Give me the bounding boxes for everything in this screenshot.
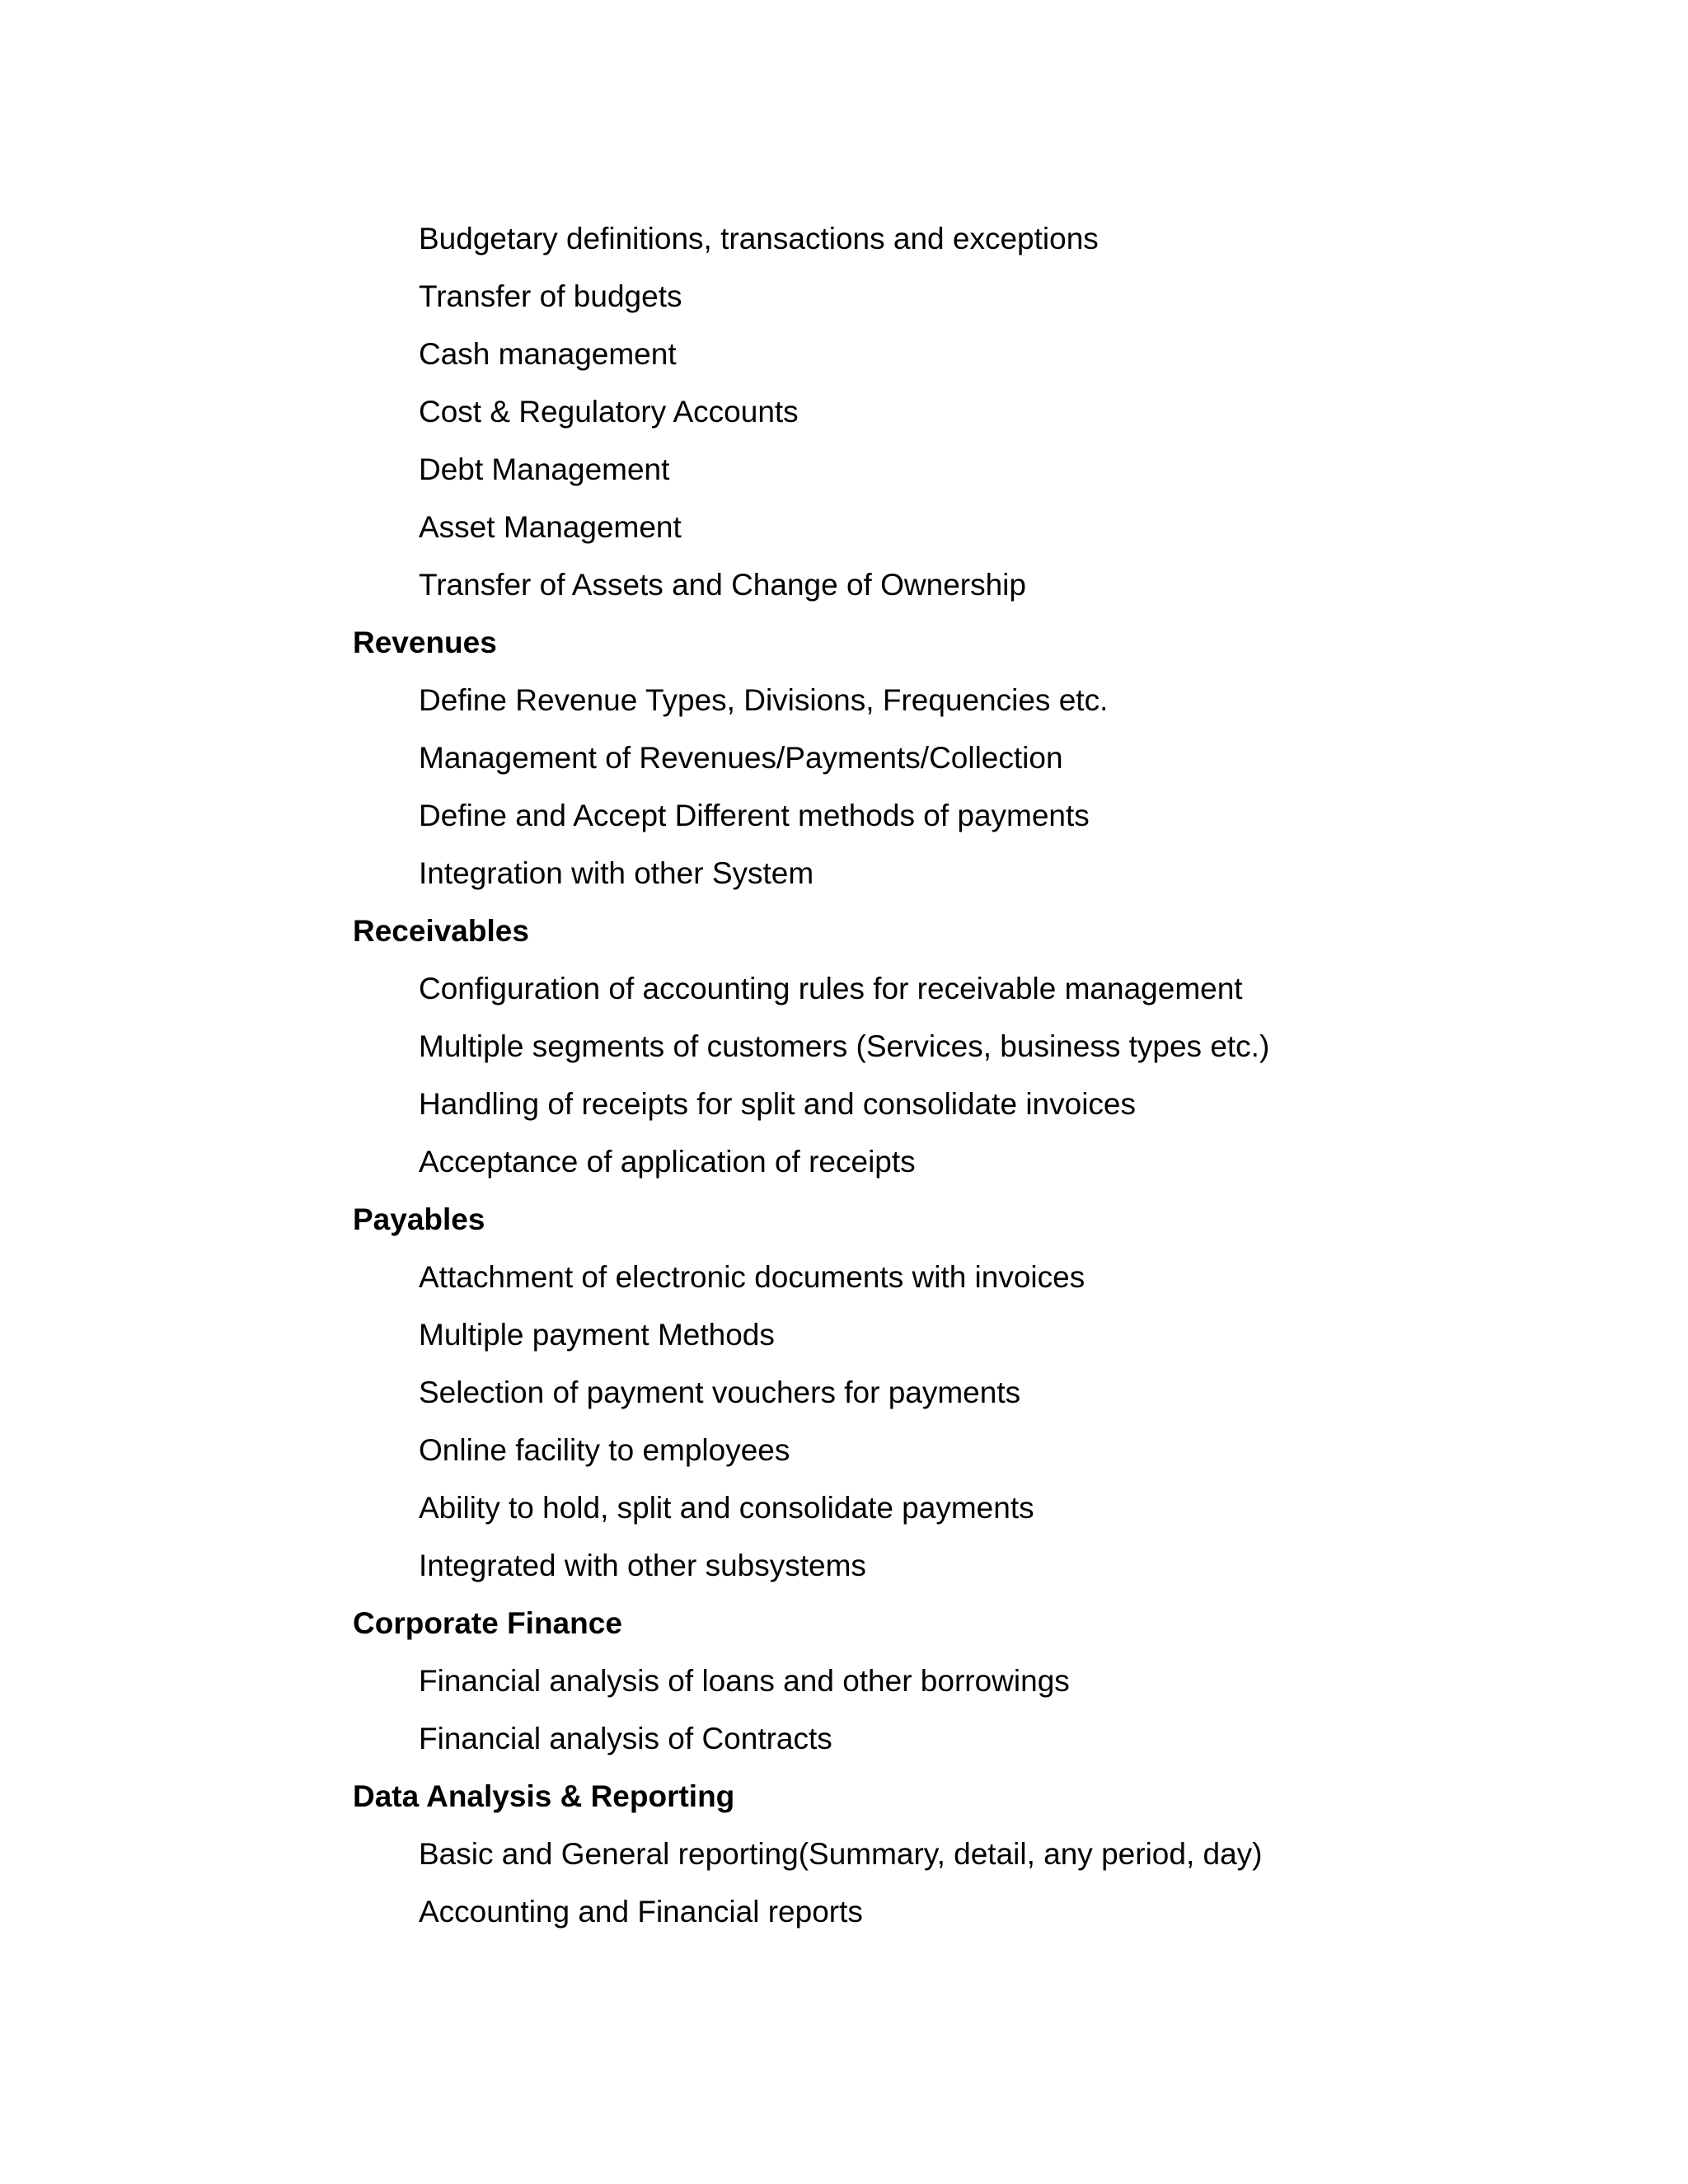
list-item: Transfer of Assets and Change of Ownership — [419, 568, 1026, 602]
list-item: Ability to hold, split and consolidate payments — [419, 1491, 1034, 1525]
list-item: Basic and General reporting(Summary, detail, any period, day) — [419, 1837, 1263, 1871]
section-heading-payables: Payables — [353, 1202, 485, 1236]
document-content — [0, 210, 1688, 1941]
section-heading-revenues: Revenues — [353, 626, 497, 659]
list-item: Financial analysis of Contracts — [419, 1722, 832, 1755]
section-heading-corporate-finance: Corporate Finance — [353, 1606, 622, 1640]
list-item: Define and Accept Different methods of payments — [419, 799, 1090, 832]
list-item: Cash management — [419, 337, 677, 371]
list-item: Attachment of electronic documents with invoices — [419, 1260, 1085, 1294]
list-item: Multiple payment Methods — [419, 1318, 775, 1352]
section-heading-receivables: Receivables — [353, 914, 529, 948]
list-item: Online facility to employees — [419, 1433, 790, 1467]
list-item: Management of Revenues/Payments/Collection — [419, 741, 1063, 775]
list-item: Asset Management — [419, 510, 682, 544]
list-item: Multiple segments of customers (Services, business types etc.) — [419, 1029, 1270, 1063]
list-item: Define Revenue Types, Divisions, Frequencies etc. — [419, 683, 1109, 717]
list-item: Transfer of budgets — [419, 279, 682, 313]
list-item: Integration with other System — [419, 856, 814, 890]
list-item: Integrated with other subsystems — [419, 1549, 866, 1582]
section-heading-data-analysis-reporting: Data Analysis & Reporting — [353, 1779, 735, 1813]
list-item: Cost & Regulatory Accounts — [419, 395, 799, 429]
list-item: Acceptance of application of receipts — [419, 1145, 916, 1179]
list-item: Debt Management — [419, 452, 670, 486]
list-item: Budgetary definitions, transactions and exceptions — [419, 222, 1099, 255]
list-item: Selection of payment vouchers for payments — [419, 1376, 1021, 1409]
list-item: Accounting and Financial reports — [419, 1895, 863, 1929]
list-item: Configuration of accounting rules for receivable management — [419, 972, 1243, 1005]
list-item: Handling of receipts for split and consolidate invoices — [419, 1087, 1136, 1121]
list-item: Financial analysis of loans and other borrowings — [419, 1664, 1070, 1698]
